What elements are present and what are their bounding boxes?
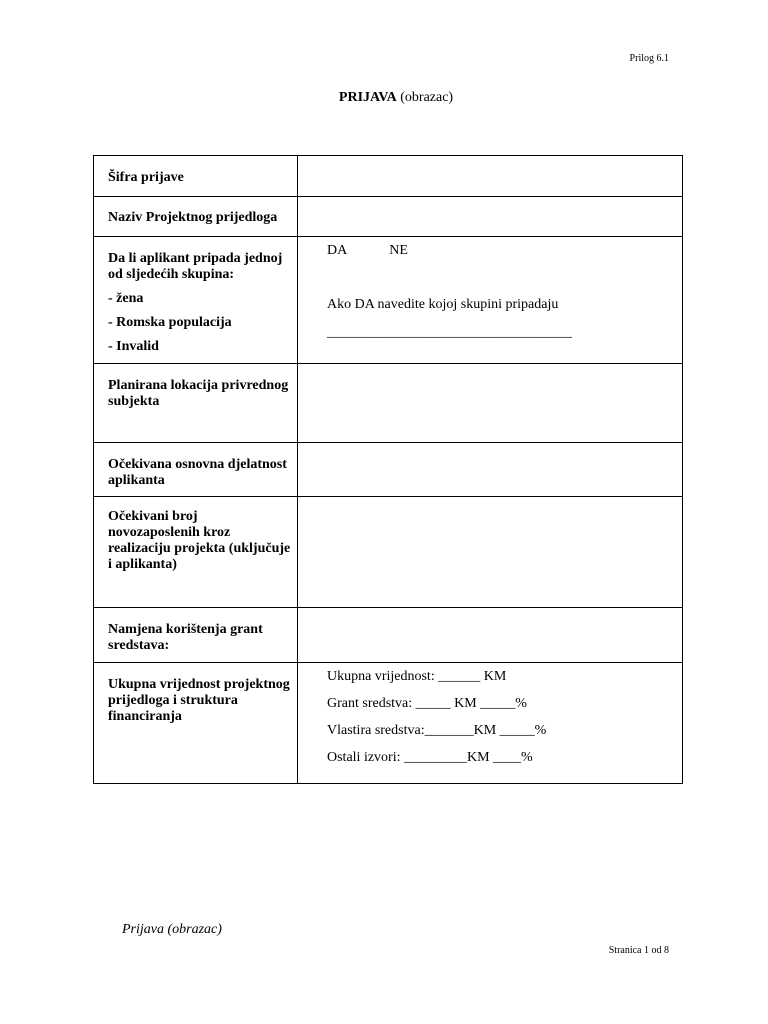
field-project-name-value bbox=[298, 197, 682, 203]
form-row-group bbox=[94, 237, 683, 364]
label-grant-use bbox=[94, 608, 298, 663]
financing-grant-line[interactable]: Grant sredstva: _____ KM _____% bbox=[327, 696, 527, 711]
financing-own-funds-line[interactable]: Vlastira sredstva:_______KM _____% bbox=[327, 723, 547, 738]
financing-total-line[interactable]: Ukupna vrijednost: ______ KM bbox=[327, 669, 507, 684]
label-financing-text: Ukupna vrijednost projektnog prijedloga i struktura financiranja bbox=[108, 677, 290, 724]
label-grant-use-text: Namjena korištenja grant sredstava: bbox=[108, 622, 263, 653]
label-financing bbox=[94, 663, 298, 784]
field-location-value bbox=[298, 364, 682, 370]
label-code-text: Šifra prijave bbox=[108, 170, 184, 185]
label-code bbox=[94, 156, 298, 197]
attachment-label: Prilog 6.1 bbox=[629, 53, 669, 64]
field-location[interactable] bbox=[298, 364, 683, 443]
group-option-disabled: - Invalid bbox=[108, 339, 159, 354]
form-row-financing bbox=[94, 663, 683, 784]
field-grant-use[interactable] bbox=[298, 608, 683, 663]
label-location bbox=[94, 364, 298, 443]
field-group bbox=[298, 237, 683, 364]
label-project-name-text: Naziv Projektnog prijedloga bbox=[108, 210, 278, 225]
group-options bbox=[108, 291, 291, 355]
field-code[interactable] bbox=[298, 156, 683, 197]
page-title bbox=[0, 90, 768, 106]
form-row-code bbox=[94, 156, 683, 197]
form-row-employees bbox=[94, 497, 683, 608]
label-project-name bbox=[94, 197, 298, 237]
application-form-table bbox=[93, 155, 683, 784]
label-group-text: Da li aplikant pripada jednoj od sljedećih skupina: bbox=[108, 251, 283, 282]
form-row-location bbox=[94, 364, 683, 443]
form-row-activity bbox=[94, 443, 683, 497]
page-number: Stranica 1 od 8 bbox=[608, 945, 669, 956]
field-activity[interactable] bbox=[298, 443, 683, 497]
field-activity-value bbox=[298, 443, 682, 449]
group-option-roma: - Romska populacija bbox=[108, 315, 232, 330]
field-grant-use-value bbox=[298, 608, 682, 614]
group-blank-line[interactable]: ___________________________________ bbox=[327, 325, 572, 340]
financing-other-sources-line[interactable]: Ostali izvori: _________KM ____% bbox=[327, 750, 533, 765]
yes-no-choice bbox=[327, 242, 676, 260]
field-financing bbox=[298, 663, 683, 784]
label-activity bbox=[94, 443, 298, 497]
field-employees-value bbox=[298, 497, 682, 503]
title-rest: (obrazac) bbox=[396, 90, 454, 105]
field-employees[interactable] bbox=[298, 497, 683, 608]
group-option-women: - žena bbox=[108, 291, 144, 306]
footer-document-title: Prijava (obrazac) bbox=[122, 922, 222, 937]
label-employees-text: Očekivani broj novozaposlenih kroz realizaciju projekta (uključuje i aplikanta) bbox=[108, 509, 291, 572]
title-bold: PRIJAVA bbox=[338, 90, 397, 105]
label-activity-text: Očekivana osnovna djelatnost aplikanta bbox=[108, 457, 287, 488]
yes-option[interactable]: DA bbox=[327, 243, 348, 258]
form-row-grant-use bbox=[94, 608, 683, 663]
form-row-project-name bbox=[94, 197, 683, 237]
field-code-value bbox=[298, 156, 682, 162]
group-prompt: Ako DA navedite kojoj skupini pripadaju bbox=[327, 297, 559, 312]
field-project-name[interactable] bbox=[298, 197, 683, 237]
label-group bbox=[94, 237, 298, 364]
label-employees bbox=[94, 497, 298, 608]
no-option[interactable]: NE bbox=[389, 243, 408, 258]
label-location-text: Planirana lokacija privrednog subjekta bbox=[108, 378, 289, 409]
